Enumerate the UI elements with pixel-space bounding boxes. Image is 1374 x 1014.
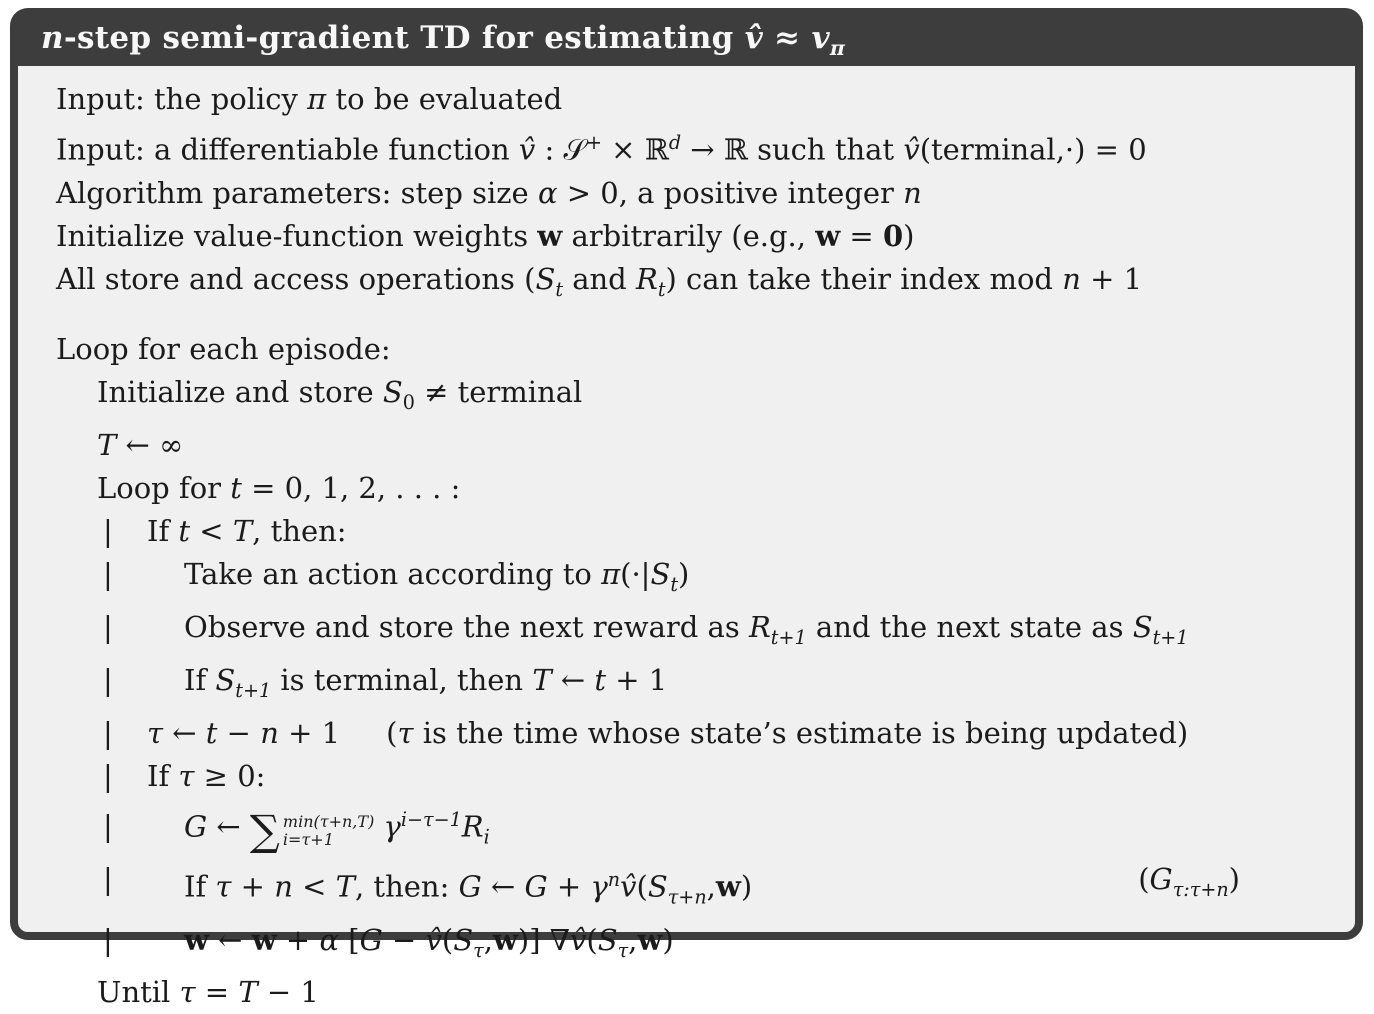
algorithm-line	[18, 553, 1355, 606]
text-segment: If	[184, 869, 216, 904]
algorithm-title	[41, 20, 845, 60]
text-segment: G	[524, 869, 548, 904]
text-segment: and	[563, 261, 636, 296]
indent-bar: |	[103, 514, 113, 549]
text-segment: S	[1132, 610, 1153, 645]
text-segment: α	[537, 175, 558, 210]
indent-bar: |	[103, 922, 113, 957]
text-segment: G	[184, 809, 208, 844]
algorithm-line	[18, 215, 1355, 258]
text-segment: ← ∞	[116, 428, 184, 463]
text-segment: ←	[551, 662, 595, 697]
text-segment: t	[555, 277, 563, 301]
text-segment: )	[678, 557, 690, 592]
algorithm-line	[18, 172, 1355, 215]
text-segment: 0	[402, 391, 415, 415]
sum-lower-limit: i=τ+1	[282, 830, 334, 850]
algorithm-line	[18, 424, 1355, 467]
text-segment: ) can take their index mod	[665, 261, 1063, 296]
text-segment: v	[811, 20, 830, 57]
text-segment: t	[230, 471, 242, 506]
text-segment: G	[359, 922, 383, 957]
text-segment: π	[829, 36, 846, 61]
text-segment: Input: the policy	[56, 82, 308, 116]
text-segment: Initialize value-function weights	[56, 218, 538, 253]
indent-bar: |	[103, 758, 113, 793]
text-segment: T	[238, 975, 258, 1010]
text-segment: γ	[590, 869, 608, 904]
text-segment: ,	[706, 869, 716, 904]
text-segment: ←	[208, 922, 252, 957]
text-segment: τ	[397, 715, 414, 750]
text-segment: τ	[179, 975, 196, 1010]
text-segment: ,	[628, 922, 638, 957]
algorithm-body	[18, 66, 1355, 1014]
text-segment: ←	[163, 715, 206, 750]
text-segment: T	[335, 869, 355, 904]
text-segment: )	[662, 922, 674, 957]
text-segment: w	[815, 218, 841, 253]
text-segment: τ+n	[667, 885, 707, 909]
text-segment: to be evaluated	[326, 82, 563, 116]
text-segment: (	[1138, 862, 1150, 897]
text-segment: S	[215, 662, 236, 697]
algorithm-line	[18, 919, 1355, 972]
text-segment: → ℝ such that	[681, 132, 904, 167]
text-segment: v̂	[569, 922, 587, 957]
text-segment: Loop for each episode:	[56, 332, 391, 367]
text-segment: τ:τ+n	[1172, 877, 1229, 901]
text-segment: + 1	[606, 662, 668, 697]
text-segment: + 1 (	[278, 715, 398, 750]
text-segment: v̂	[903, 132, 920, 167]
text-segment: R	[461, 809, 484, 844]
indent-bar: |	[103, 862, 113, 897]
text-segment: Until	[97, 975, 180, 1010]
algorithm-line	[18, 712, 1355, 755]
text-segment: t	[657, 277, 666, 301]
text-segment: i−τ−1	[400, 807, 462, 831]
text-segment: n	[41, 20, 64, 57]
text-segment: w	[537, 218, 563, 253]
text-segment: +	[547, 869, 591, 904]
text-segment: S	[382, 375, 403, 410]
text-segment: If	[147, 514, 179, 549]
text-segment: [	[339, 922, 360, 957]
text-segment: S	[535, 261, 556, 296]
text-segment: <	[190, 514, 233, 549]
algorithm-line	[18, 659, 1355, 712]
text-segment: n	[260, 715, 279, 750]
text-segment: t+1	[235, 678, 272, 702]
text-segment: n	[274, 869, 293, 904]
text-segment: − 1	[257, 975, 319, 1010]
text-segment: t	[178, 514, 191, 549]
text-segment: π	[307, 82, 327, 116]
text-segment: )	[903, 218, 915, 253]
text-segment: v̂	[620, 869, 637, 904]
text-segment: : 𝒮	[535, 132, 586, 167]
text-segment: t	[670, 573, 678, 597]
text-segment: T	[532, 662, 552, 697]
text-segment: t+1	[770, 625, 807, 649]
text-segment: G	[1149, 862, 1173, 897]
text-segment: τ	[617, 938, 629, 962]
text-segment: (·|	[620, 557, 651, 592]
text-segment: is the time whose state’s estimate is being updated)	[413, 715, 1189, 750]
text-segment: t	[594, 662, 607, 697]
text-segment: +	[231, 869, 275, 904]
text-segment: , then:	[355, 869, 459, 904]
text-segment: π	[601, 557, 621, 592]
algorithm-title-bar	[17, 15, 1356, 66]
text-segment: , then:	[252, 514, 347, 549]
indent-bar: |	[103, 662, 113, 697]
text-segment: α	[319, 922, 340, 957]
text-segment: T	[232, 514, 253, 549]
text-segment: and the next state as	[806, 610, 1133, 645]
text-segment: τ	[215, 869, 232, 904]
text-segment: w	[184, 922, 209, 957]
algorithm-line	[18, 258, 1355, 311]
text-segment: )	[1228, 862, 1240, 897]
text-segment: (	[441, 922, 454, 957]
indent-bar: |	[103, 715, 113, 750]
indent-bar: |	[103, 610, 113, 645]
text-segment: T	[97, 428, 117, 463]
text-segment: R	[635, 261, 658, 296]
algorithm-line	[18, 858, 1355, 918]
text-segment: is terminal, then	[271, 662, 533, 697]
indent-bar: |	[103, 557, 113, 592]
indent-bar: |	[103, 809, 113, 844]
text-segment: w	[637, 922, 663, 957]
text-segment: All store and access operations (	[56, 261, 536, 296]
line-main-text	[184, 858, 752, 918]
algorithm-line	[18, 798, 1355, 858]
text-segment: ←	[207, 809, 250, 844]
text-segment: Initialize and store	[97, 375, 383, 410]
text-segment: w	[492, 922, 518, 957]
algorithm-line	[18, 371, 1355, 424]
text-segment: +	[276, 922, 320, 957]
text-segment: S	[597, 922, 618, 957]
text-segment: (	[636, 869, 648, 904]
text-segment: Input: a differentiable function	[56, 132, 519, 167]
algorithm-line	[18, 328, 1355, 371]
text-segment: ←	[481, 869, 525, 904]
text-segment: arbitrarily (e.g.,	[562, 218, 816, 253]
text-segment: =	[840, 218, 883, 253]
text-segment: v̂	[518, 132, 536, 167]
text-segment: <	[292, 869, 336, 904]
text-segment: τ	[147, 715, 164, 750]
text-segment: R	[748, 610, 771, 645]
text-segment: ,	[483, 922, 493, 957]
algorithm-box	[10, 8, 1363, 1010]
text-segment: > 0, a positive integer	[557, 175, 904, 210]
sum-upper-limit: min(τ+n,T)	[282, 812, 375, 832]
text-segment: w	[715, 869, 741, 904]
text-segment: Loop for	[97, 471, 231, 506]
blank-line	[18, 310, 1355, 328]
text-segment: -step semi-gradient TD for estimating	[63, 20, 745, 57]
text-segment: τ	[178, 758, 195, 793]
text-segment: =	[195, 975, 239, 1010]
text-segment: )	[740, 869, 753, 904]
text-segment: + 1	[1080, 261, 1143, 296]
algorithm-line	[18, 78, 1355, 121]
algorithm-line	[18, 755, 1355, 798]
sum-limits	[283, 813, 374, 849]
text-segment: v̂	[744, 20, 764, 57]
text-segment: ≈	[763, 20, 812, 57]
text-segment: S	[453, 922, 474, 957]
text-segment: × ℝ	[601, 132, 669, 167]
text-segment: If	[184, 662, 216, 697]
text-segment: S	[647, 869, 668, 904]
text-segment: 0	[882, 218, 904, 253]
summation-symbol	[249, 806, 375, 856]
text-segment: = 0, 1, 2, . . . :	[241, 471, 461, 506]
algorithm-line	[18, 467, 1355, 510]
text-segment: (terminal,·) = 0	[919, 132, 1147, 167]
text-segment: n	[607, 868, 621, 892]
text-segment: −	[217, 715, 261, 750]
text-segment: (	[586, 922, 598, 957]
text-segment: n	[1062, 261, 1081, 296]
text-segment: ≠ terminal	[414, 375, 583, 410]
text-segment: n	[903, 175, 922, 210]
text-segment: v̂	[425, 922, 442, 957]
algorithm-line	[18, 971, 1355, 1014]
text-segment	[374, 809, 383, 843]
algorithm-line	[18, 121, 1355, 172]
text-segment: d	[668, 131, 682, 154]
text-segment: Observe and store the next reward as	[184, 610, 749, 645]
text-segment: ≥ 0:	[194, 758, 266, 793]
text-segment: G	[458, 869, 482, 904]
algorithm-line	[18, 606, 1355, 659]
text-segment: Take an action according to	[184, 557, 602, 592]
text-segment: i	[483, 825, 490, 849]
text-segment: S	[650, 557, 671, 592]
text-segment: t+1	[1152, 625, 1189, 649]
text-segment: γ	[383, 809, 401, 844]
text-segment: τ	[473, 938, 484, 962]
sigma-glyph: ∑	[249, 806, 280, 856]
equation-label	[1138, 858, 1240, 918]
text-segment: −	[382, 922, 426, 957]
algorithm-line	[18, 510, 1355, 553]
text-segment: +	[585, 131, 602, 154]
text-segment: Algorithm parameters: step size	[56, 175, 538, 210]
text-segment: w	[251, 922, 277, 957]
text-segment: If	[147, 758, 179, 793]
text-segment: t	[205, 715, 218, 750]
text-segment: )] ∇	[517, 922, 570, 957]
